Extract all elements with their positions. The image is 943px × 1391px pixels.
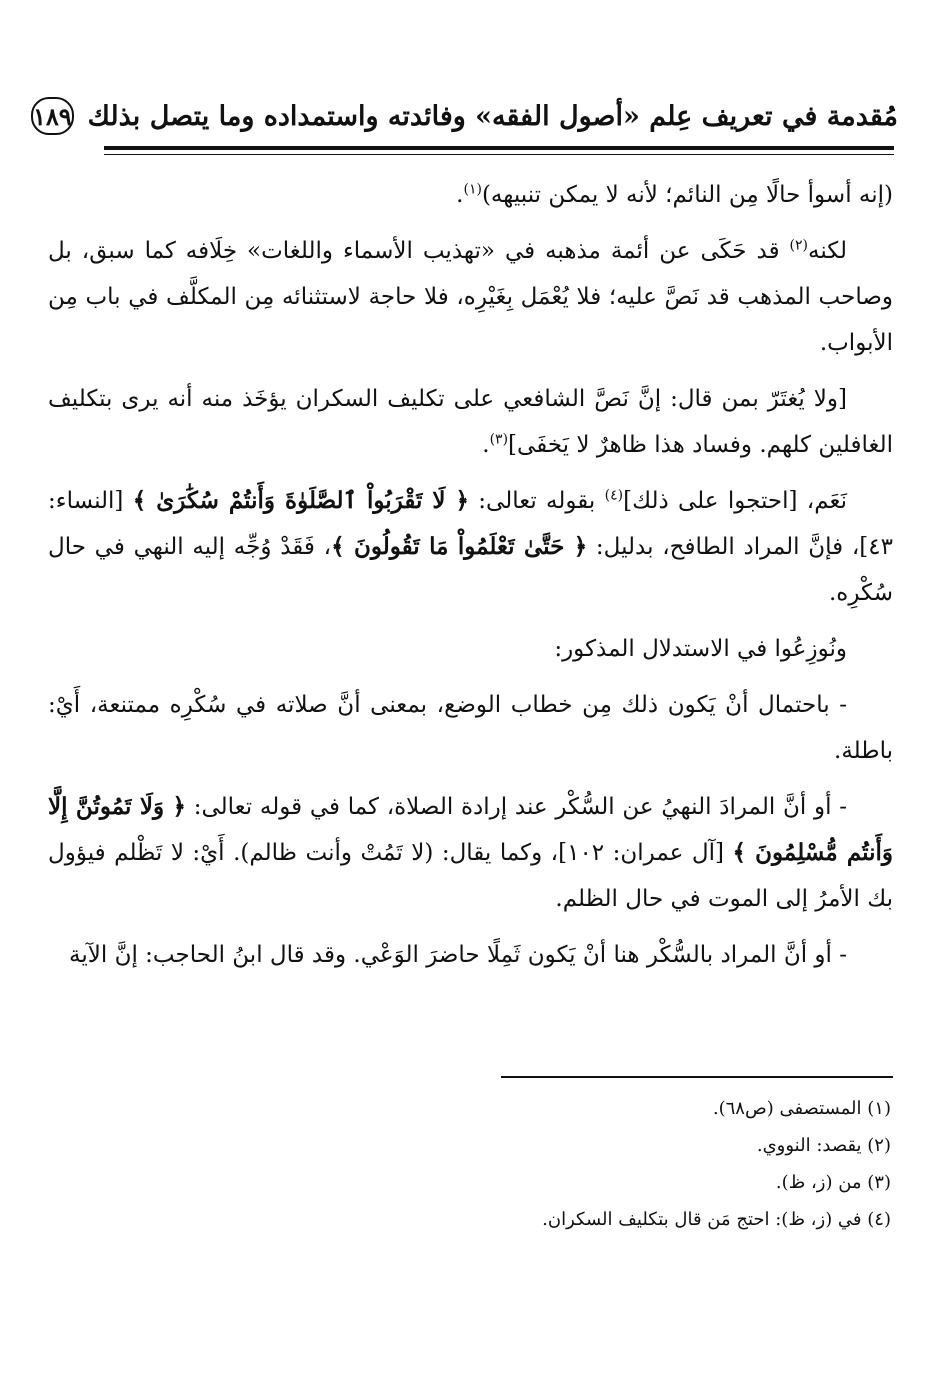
header-rule-thick (104, 146, 894, 150)
paragraph-8: - أو أنَّ المراد بالسُّكْر هنا أنْ يَكون ثَمِلًا حاضرَ الوَعْي. وقد قال ابنُ الحاجب: إنَّ الآية (69, 942, 847, 968)
header-rule-thin (104, 154, 894, 155)
footnote-ref-4: (٤) (604, 487, 624, 504)
footnote-4: (٤) في (ز، ظ): احتج مَن قال بتكليف السكران. (542, 1209, 891, 1230)
page-header (32, 92, 898, 140)
footnote-ref-2: (٢) (789, 237, 809, 254)
page-number-badge: ١٨٩ (31, 97, 74, 135)
footnote-1: (١) المستصفى (ص٦٨). (712, 1098, 891, 1119)
footnote-2: (٢) يقصد: النووي. (756, 1135, 891, 1156)
paragraph-2: لكنه$^{(٢)}$ قد حَكَى عن أئمة مذهبه في «تهذيب الأسماء واللغات» خِلَافه كما سبق، بل وصاحب المذهب قد نَصَّ عليه؛ فلا يُعْمَل بِغَيْرِه، فلا حاجة لاستثنائه مِن المكلَّف في باب مِن الأبواب. (48, 237, 893, 356)
paragraph-7: - أو أنَّ المرادَ النهيُ عن السُّكْر عند إرادة الصلاة، كما في قوله تعالى: ﴿ وَلَا تَمُوتُنَّ إِلَّا وَأَنتُم مُّسْلِمُونَ ﴾ [آل عمران: ١٠٢]، وكما يقال: (لا تَمُتْ وأنت ظالم). أَيْ: لا تَظْلم فيؤول بك الأمرُ إلى الموت في حال الظلم. (48, 793, 893, 912)
footnote-separator (501, 1076, 893, 1078)
paragraph-4: نَعَم، [احتجوا على ذلك]$^{(٤)}$ بقوله تعالى: ﴿ لَا تَقْرَبُواْ ٱلصَّلَوٰةَ وَأَنتُمْ سُكَٰرَىٰ ﴾ [النساء: ٤٣]، فإنَّ المراد الطافح، بدليل: ﴿ حَتَّىٰ تَعْلَمُواْ مَا تَقُولُونَ ﴾، فَقَدْ وُجِّه إليه النهي في حال سُكْرِه. (48, 487, 893, 606)
footnote-3: (٣) من (ز، ظ). (775, 1172, 891, 1193)
running-title: مُقدمة في تعريف عِلم «أصول الفقه» وفائدته واستمداده وما يتصل بذلك (87, 100, 898, 132)
quran-verse-2: ﴿ حَتَّىٰ تَعْلَمُواْ مَا تَقُولُونَ ﴾ (331, 533, 588, 560)
paragraph-3: [ولا يُغتَرّ بمن قال: إنَّ نَصَّ الشافعي على تكليف السكران يؤخَذ منه أنه يرى بتكليف الغافلين كلهم. وفساد هذا ظاهرٌ لا يَخفَى]$^{(٣)}$. (48, 386, 893, 458)
paragraph-1: (إنه أسوأ حالًا مِن النائم؛ لأنه لا يمكن تنبيهه)$^{(١)}$. (456, 181, 893, 208)
body-text (48, 172, 893, 988)
paragraph-6: - باحتمال أنْ يَكون ذلك مِن خطاب الوضع، بمعنى أنَّ صلاته في سُكْرِه ممتنعة، أَيْ: باطلة. (48, 692, 893, 764)
footnote-ref-3: (٣) (489, 431, 509, 448)
quran-verse-1: ﴿ لَا تَقْرَبُواْ ٱلصَّلَوٰةَ وَأَنتُمْ سُكَٰرَىٰ ﴾ (132, 487, 469, 514)
footnotes (51, 1090, 891, 1238)
paragraph-5: ونُوزِعُوا في الاستدلال المذكور: (554, 636, 847, 662)
footnote-ref-1: (١) (463, 181, 482, 198)
quran-verse-3: ﴿ وَلَا تَمُوتُنَّ إِلَّا وَأَنتُم مُّسْلِمُونَ ﴾ (48, 793, 893, 866)
